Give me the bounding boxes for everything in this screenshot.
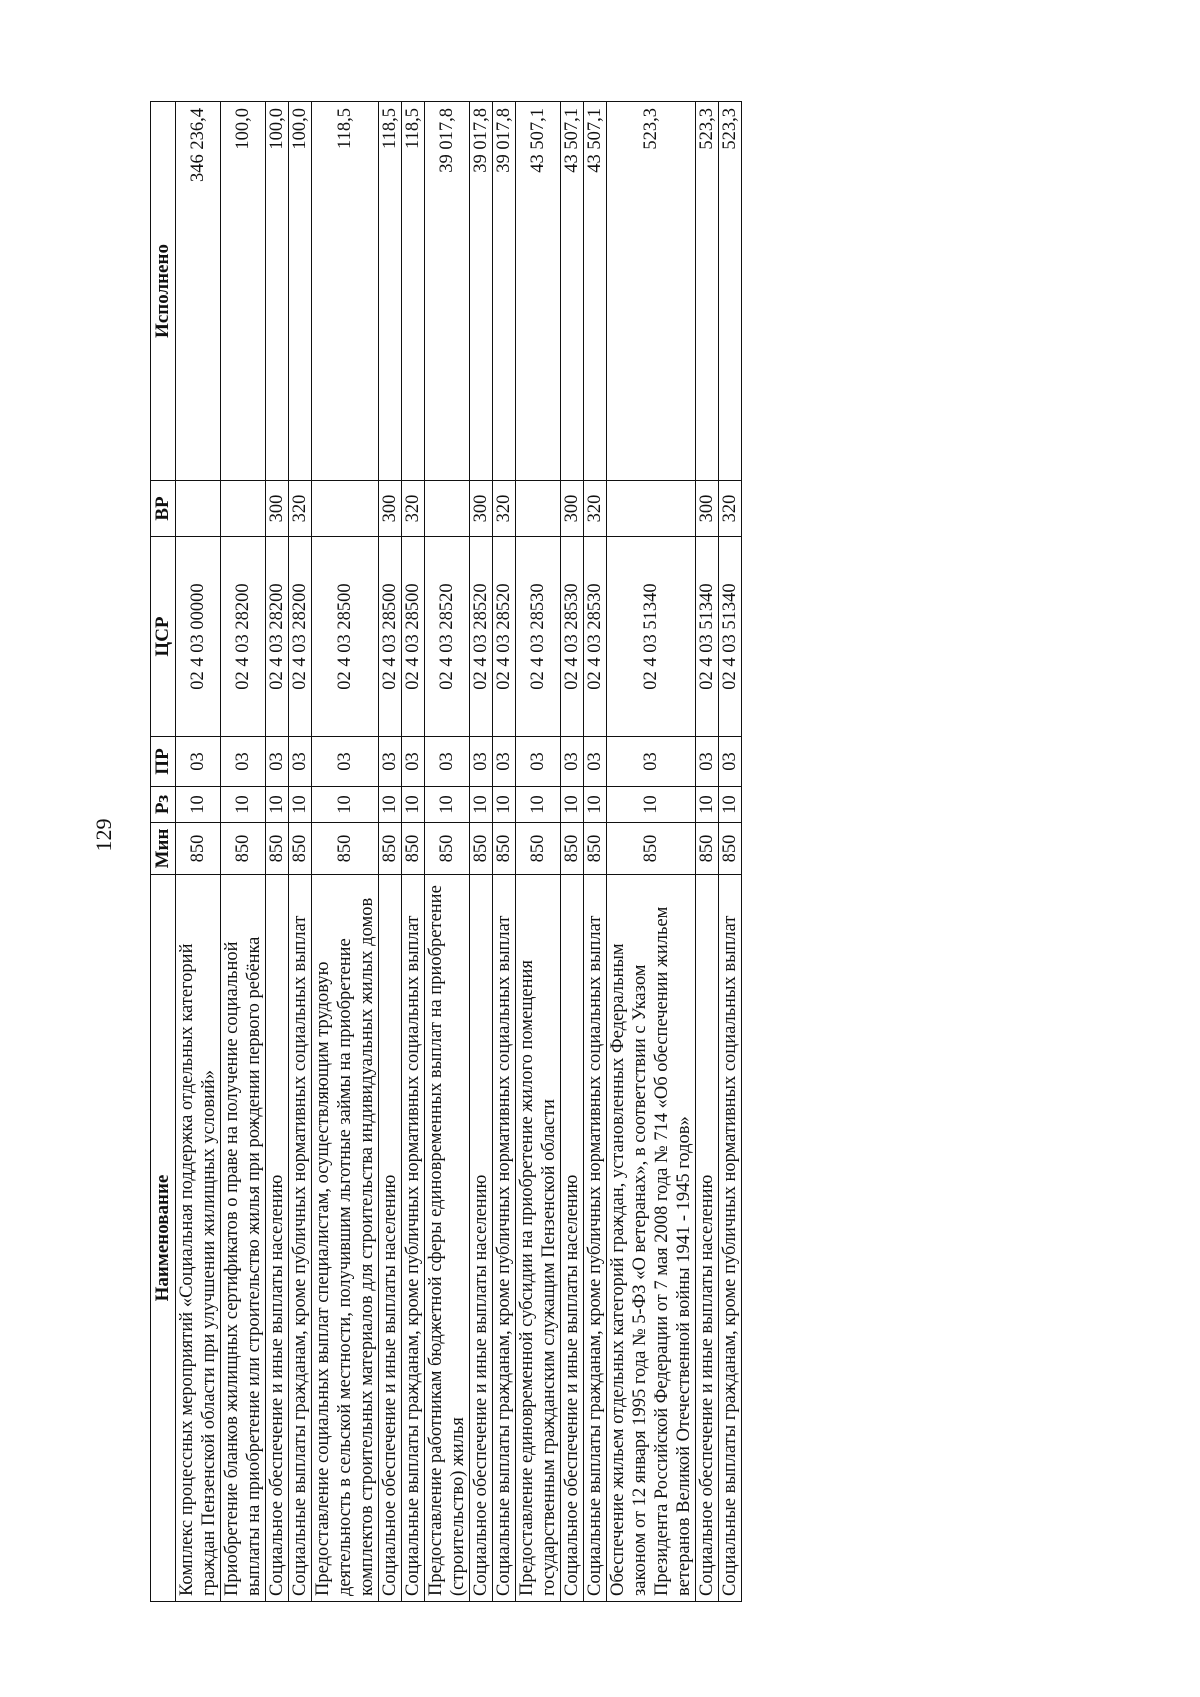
table-body	[176, 102, 742, 1602]
cell-vr: 320	[402, 481, 425, 537]
cell-vr: 300	[379, 481, 402, 537]
cell-min: 850	[696, 823, 719, 875]
cell-rz: 10	[402, 787, 425, 823]
cell-executed: 39 017,8	[425, 102, 470, 481]
cell-rz: 10	[516, 787, 561, 823]
cell-vr	[312, 481, 379, 537]
cell-vr: 300	[470, 481, 493, 537]
cell-csr: 02 4 03 28500	[312, 537, 379, 737]
table-row	[176, 102, 221, 1602]
cell-name: Социальное обеспечение и иные выплаты населению	[379, 875, 402, 1602]
cell-vr: 320	[493, 481, 516, 537]
cell-pr: 03	[266, 737, 289, 787]
table-row	[696, 102, 719, 1602]
table-row	[493, 102, 516, 1602]
cell-min: 850	[221, 823, 266, 875]
header-vr: ВР	[151, 481, 176, 537]
cell-executed: 346 236,4	[176, 102, 221, 481]
rotated-table-container	[150, 102, 1058, 1602]
cell-name: Социальные выплаты гражданам, кроме публичных нормативных социальных выплат	[584, 875, 607, 1602]
cell-rz: 10	[719, 787, 742, 823]
cell-min: 850	[493, 823, 516, 875]
cell-executed: 523,3	[696, 102, 719, 481]
cell-rz: 10	[584, 787, 607, 823]
cell-rz: 10	[470, 787, 493, 823]
cell-csr: 02 4 03 28200	[266, 537, 289, 737]
cell-pr: 03	[470, 737, 493, 787]
cell-pr: 03	[425, 737, 470, 787]
cell-name: Предоставление единовременной субсидии на приобретение жилого помещения государственным гражданским служащим Пензенской области	[516, 875, 561, 1602]
cell-min: 850	[425, 823, 470, 875]
cell-vr	[425, 481, 470, 537]
cell-csr: 02 4 03 28520	[493, 537, 516, 737]
cell-min: 850	[402, 823, 425, 875]
cell-pr: 03	[493, 737, 516, 787]
cell-vr: 300	[696, 481, 719, 537]
cell-executed: 118,5	[402, 102, 425, 481]
cell-rz: 10	[696, 787, 719, 823]
cell-csr: 02 4 03 28530	[516, 537, 561, 737]
cell-name: Обеспечение жильем отдельных категорий граждан, установленных Федеральным законом от 12 января 1995 года № 5-ФЗ «О ветеранах», в соответствии с Указом Президента Российской Федерации от 7 мая 2008 года № 714 «Об обеспечении жильем ветеранов Великой Отечественной войны 1941 - 1945 годов»	[607, 875, 696, 1602]
cell-rz: 10	[312, 787, 379, 823]
table-row	[561, 102, 584, 1602]
cell-executed: 43 507,1	[561, 102, 584, 481]
header-rz: Рз	[151, 787, 176, 823]
table-header-row	[151, 102, 176, 1602]
cell-csr: 02 4 03 28520	[425, 537, 470, 737]
table-row	[402, 102, 425, 1602]
cell-vr	[221, 481, 266, 537]
table-row	[584, 102, 607, 1602]
cell-csr: 02 4 03 00000	[176, 537, 221, 737]
cell-name: Социальное обеспечение и иные выплаты населению	[470, 875, 493, 1602]
cell-pr: 03	[719, 737, 742, 787]
cell-name: Социальные выплаты гражданам, кроме публичных нормативных социальных выплат	[719, 875, 742, 1602]
cell-csr: 02 4 03 28200	[221, 537, 266, 737]
cell-executed: 100,0	[221, 102, 266, 481]
cell-pr: 03	[176, 737, 221, 787]
cell-rz: 10	[607, 787, 696, 823]
cell-rz: 10	[176, 787, 221, 823]
cell-executed: 43 507,1	[584, 102, 607, 481]
table-row	[425, 102, 470, 1602]
header-executed: Исполнено	[151, 102, 176, 481]
cell-min: 850	[516, 823, 561, 875]
cell-rz: 10	[289, 787, 312, 823]
cell-vr	[516, 481, 561, 537]
cell-rz: 10	[266, 787, 289, 823]
cell-csr: 02 4 03 51340	[696, 537, 719, 737]
cell-executed: 100,0	[266, 102, 289, 481]
page-number: 129	[91, 818, 116, 852]
cell-rz: 10	[561, 787, 584, 823]
cell-pr: 03	[221, 737, 266, 787]
cell-min: 850	[607, 823, 696, 875]
cell-rz: 10	[425, 787, 470, 823]
cell-csr: 02 4 03 51340	[607, 537, 696, 737]
cell-pr: 03	[402, 737, 425, 787]
cell-name: Социальное обеспечение и иные выплаты населению	[561, 875, 584, 1602]
cell-min: 850	[470, 823, 493, 875]
cell-min: 850	[312, 823, 379, 875]
cell-name: Социальные выплаты гражданам, кроме публичных нормативных социальных выплат	[493, 875, 516, 1602]
table-row	[607, 102, 696, 1602]
cell-pr: 03	[379, 737, 402, 787]
table-row	[719, 102, 742, 1602]
cell-csr: 02 4 03 28500	[402, 537, 425, 737]
cell-vr: 300	[561, 481, 584, 537]
header-min: Мин	[151, 823, 176, 875]
cell-min: 850	[266, 823, 289, 875]
cell-executed: 43 507,1	[516, 102, 561, 481]
table-row	[379, 102, 402, 1602]
cell-csr: 02 4 03 28520	[470, 537, 493, 737]
cell-executed: 523,3	[719, 102, 742, 481]
cell-vr	[607, 481, 696, 537]
cell-executed: 118,5	[379, 102, 402, 481]
cell-executed: 118,5	[312, 102, 379, 481]
cell-pr: 03	[312, 737, 379, 787]
cell-pr: 03	[561, 737, 584, 787]
cell-csr: 02 4 03 51340	[719, 537, 742, 737]
cell-name: Предоставление работникам бюджетной сферы единовременных выплат на приобретение (строительство) жилья	[425, 875, 470, 1602]
table-row	[470, 102, 493, 1602]
table-row	[289, 102, 312, 1602]
cell-min: 850	[719, 823, 742, 875]
cell-csr: 02 4 03 28500	[379, 537, 402, 737]
cell-csr: 02 4 03 28530	[584, 537, 607, 737]
cell-name: Предоставление социальных выплат специалистам, осуществляющим трудовую деятельность в сельской местности, получившим льготные займы на приобретение комплектов строительных материалов для строительства индивидуальных жилых домов	[312, 875, 379, 1602]
cell-min: 850	[584, 823, 607, 875]
cell-name: Приобретение бланков жилищных сертификатов о праве на получение социальной выплаты на приобретение или строительство жилья при рождении первого ребёнка	[221, 875, 266, 1602]
cell-executed: 100,0	[289, 102, 312, 481]
header-name: Наименование	[151, 875, 176, 1602]
cell-pr: 03	[584, 737, 607, 787]
cell-name: Социальное обеспечение и иные выплаты населению	[696, 875, 719, 1602]
cell-pr: 03	[289, 737, 312, 787]
cell-vr: 320	[289, 481, 312, 537]
cell-vr	[176, 481, 221, 537]
cell-pr: 03	[516, 737, 561, 787]
cell-vr: 320	[584, 481, 607, 537]
cell-min: 850	[561, 823, 584, 875]
cell-rz: 10	[379, 787, 402, 823]
cell-rz: 10	[221, 787, 266, 823]
cell-executed: 39 017,8	[493, 102, 516, 481]
cell-vr: 320	[719, 481, 742, 537]
cell-csr: 02 4 03 28530	[561, 537, 584, 737]
cell-pr: 03	[696, 737, 719, 787]
cell-csr: 02 4 03 28200	[289, 537, 312, 737]
cell-pr: 03	[607, 737, 696, 787]
budget-execution-table	[150, 101, 742, 1602]
header-csr: ЦСР	[151, 537, 176, 737]
table-row	[266, 102, 289, 1602]
table-row	[516, 102, 561, 1602]
cell-min: 850	[379, 823, 402, 875]
cell-min: 850	[176, 823, 221, 875]
cell-vr: 300	[266, 481, 289, 537]
table-row	[312, 102, 379, 1602]
cell-rz: 10	[493, 787, 516, 823]
cell-name: Социальное обеспечение и иные выплаты населению	[266, 875, 289, 1602]
cell-min: 850	[289, 823, 312, 875]
cell-name: Комплекс процессных мероприятий «Социальная поддержка отдельных категорий граждан Пензенской области при улучшении жилищных условий»	[176, 875, 221, 1602]
cell-executed: 39 017,8	[470, 102, 493, 481]
cell-name: Социальные выплаты гражданам, кроме публичных нормативных социальных выплат	[402, 875, 425, 1602]
table-row	[221, 102, 266, 1602]
cell-name: Социальные выплаты гражданам, кроме публичных нормативных социальных выплат	[289, 875, 312, 1602]
header-pr: ПР	[151, 737, 176, 787]
cell-executed: 523,3	[607, 102, 696, 481]
